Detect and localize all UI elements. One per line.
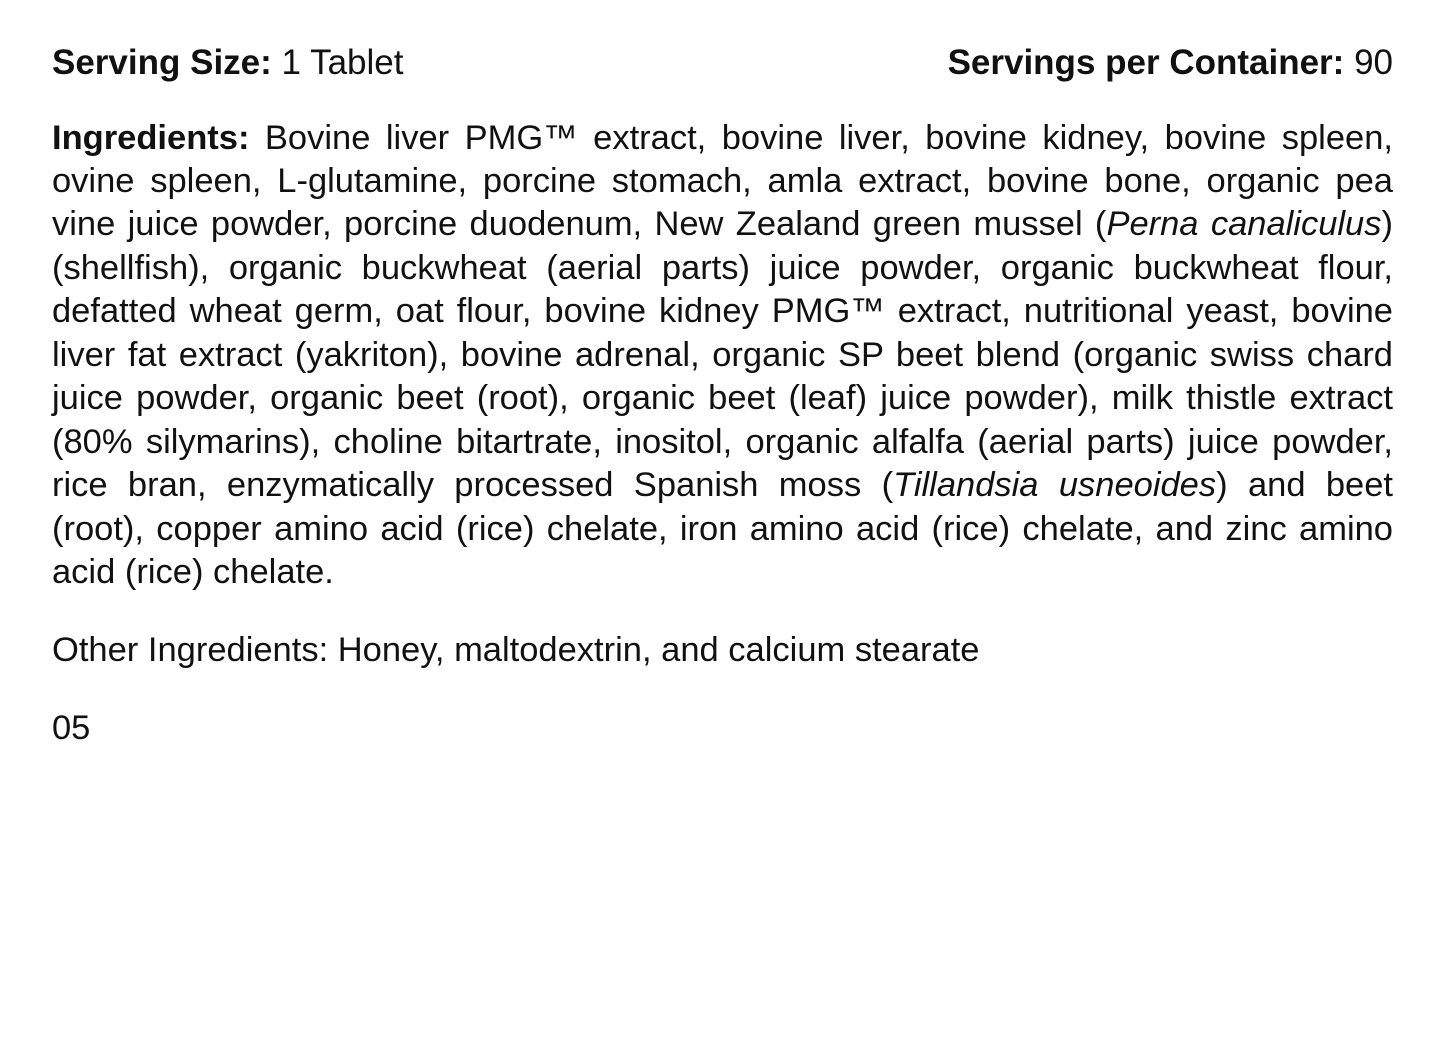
servings-per-container [948, 44, 1393, 83]
ingredients-latin-name-1: Perna canaliculus [1106, 205, 1382, 244]
ingredients-heading: Ingredients: [52, 118, 250, 157]
label-code: 05 [52, 709, 91, 748]
ingredients-text-part-2: ) (shellfish), organic buckwheat (aerial parts) juice powder, organic buckwheat flour, defatted wheat germ, oat flour, bovine kidney PMG™ extract, nutritional yeast, bovine liver fat extract (yakriton), bovine adrenal, organic SP beet blend (organic swiss chard juice powder, organic beet (root), organic beet (leaf) juice powder), milk thistle extract (80% silymarins), choline bitartrate, inositol, organic alfalfa (aerial parts) juice powder, rice bran, enzymatically processed Spanish moss ( [52, 205, 1393, 505]
ingredients-text-part-1: Bovine liver PMG™ extract, bovine liver, bovine kidney, bovine spleen, ovine spleen, L-glutamine, porcine stomach, amla extract, bovine bone, organic pea vine juice powder, porcine duodenum, New Zealand green mussel ( [52, 118, 1393, 244]
serving-size-label: Serving Size: [52, 43, 272, 82]
servings-per-container-label: Servings per Container: [947, 43, 1345, 82]
other-ingredients-text: Other Ingredients: Honey, maltodextrin, and calcium stearate [52, 630, 980, 669]
serving-info-row [52, 44, 1393, 83]
ingredients-text-part-3: ) and beet (root), copper amino acid (rice) chelate, iron amino acid (rice) chelate, and zinc amino acid (rice) chelate. [52, 466, 1393, 592]
serving-size [52, 44, 403, 83]
ingredients-latin-name-2: Tillandsia usneoides [893, 466, 1217, 505]
servings-per-container-value: 90 [1354, 43, 1393, 82]
ingredients-paragraph [52, 117, 1393, 595]
serving-size-value: 1 Tablet [281, 43, 404, 82]
